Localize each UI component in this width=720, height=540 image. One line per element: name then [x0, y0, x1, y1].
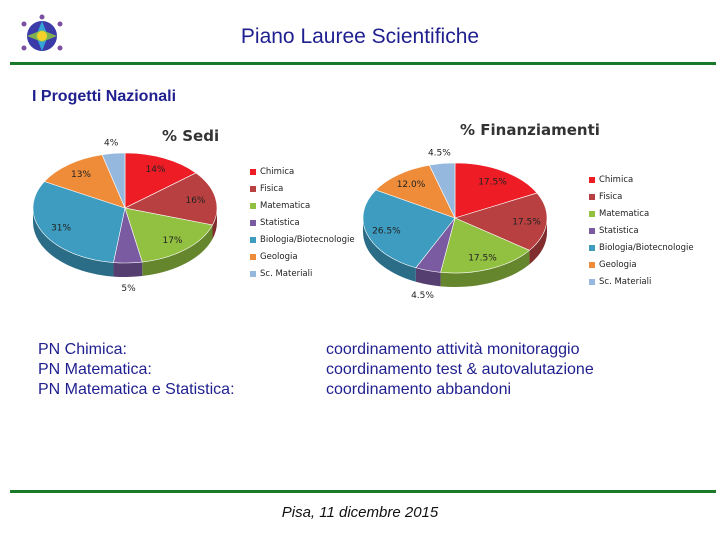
- pn-description: coordinamento abbandoni: [326, 381, 512, 398]
- legend-label: Sc. Materiali: [599, 276, 652, 287]
- legend-swatch: [250, 254, 256, 260]
- legend-entry: [250, 214, 355, 231]
- pie-data-label: 17.5%: [478, 177, 507, 188]
- pn-label: PN Chimica:: [38, 341, 127, 358]
- legend-label: Fisica: [599, 191, 623, 202]
- legend-entry: [589, 239, 694, 256]
- pie-data-label: 13%: [70, 170, 92, 181]
- pie-data-label: 17.5%: [468, 253, 497, 264]
- pie-data-label: 4.5%: [411, 291, 434, 302]
- pie-data-label: 12.0%: [396, 180, 426, 191]
- legend-label: Sc. Materiali: [260, 268, 313, 279]
- legend-label: Chimica: [599, 174, 634, 185]
- legend-label: Geologia: [599, 259, 637, 270]
- legend-swatch: [250, 220, 256, 226]
- legend-label: Chimica: [260, 166, 295, 177]
- legend-label: Matematica: [260, 200, 311, 211]
- legend-swatch: [589, 279, 595, 285]
- legend-entry: [250, 265, 355, 282]
- pie-slice-side: [113, 262, 142, 277]
- pn-label: PN Matematica e Statistica:: [38, 381, 235, 398]
- legend-label: Matematica: [599, 208, 650, 219]
- legend-swatch: [589, 194, 595, 200]
- legend-swatch: [250, 203, 256, 209]
- pie-data-label: 26.5%: [372, 226, 401, 237]
- legend-swatch: [589, 177, 595, 183]
- legend-entry: [250, 197, 355, 214]
- pie-data-label: 4.5%: [427, 148, 451, 159]
- legend-entry: [250, 231, 355, 248]
- legend-swatch: [250, 237, 256, 243]
- pie-chart-sedi: [25, 138, 235, 294]
- legend-label: Biologia/Biotecnologie: [260, 234, 355, 245]
- pn-labels: [38, 340, 235, 400]
- pie-data-label: 4%: [104, 138, 119, 149]
- pie-data-label: 17%: [162, 236, 183, 247]
- legend-label: Fisica: [260, 183, 284, 194]
- pie-data-label: 31%: [51, 223, 72, 234]
- legend-swatch: [250, 186, 256, 192]
- pn-description: coordinamento attività monitoraggio: [326, 341, 580, 358]
- legend-swatch: [589, 245, 595, 251]
- legend-label: Biologia/Biotecnologie: [599, 242, 694, 253]
- legend-label: Geologia: [260, 251, 298, 262]
- top-divider: [10, 62, 716, 65]
- pie-data-label: 16%: [185, 196, 206, 206]
- legend-entry: [589, 222, 694, 239]
- pn-descriptions: [326, 340, 594, 400]
- legend-entry: [589, 171, 694, 188]
- pie-data-label: 5%: [121, 284, 136, 294]
- legend-swatch: [589, 228, 595, 234]
- legend-swatch: [250, 169, 256, 175]
- legend-entry: [250, 180, 355, 197]
- bottom-divider: [10, 490, 716, 493]
- legend-entry: [589, 188, 694, 205]
- chart-title-sedi: % Sedi: [162, 127, 220, 145]
- legend-swatch: [589, 211, 595, 217]
- slide-title: Piano Lauree Scientifiche: [240, 25, 480, 48]
- legend-swatch: [250, 271, 256, 277]
- pie-chart-finanziamenti: [355, 148, 565, 302]
- legend-label: Statistica: [599, 225, 639, 236]
- legend-entry: [589, 273, 694, 290]
- legend-finanziamenti: [589, 171, 694, 290]
- legend-label: Statistica: [260, 217, 300, 228]
- legend-entry: [589, 205, 694, 222]
- legend-sedi: [250, 163, 355, 282]
- legend-swatch: [589, 262, 595, 268]
- pie-data-label: 14%: [145, 165, 166, 176]
- pn-description: coordinamento test & autovalutazione: [326, 361, 594, 378]
- chart-title-finanziamenti: % Finanziamenti: [460, 121, 600, 139]
- pn-label: PN Matematica:: [38, 361, 152, 378]
- pie-data-label: 17.5%: [512, 217, 541, 228]
- section-title: I Progetti Nazionali: [32, 88, 177, 105]
- legend-entry: [250, 163, 355, 180]
- footer-text: Pisa, 11 dicembre 2015: [281, 504, 439, 521]
- legend-entry: [250, 248, 355, 265]
- legend-entry: [589, 256, 694, 273]
